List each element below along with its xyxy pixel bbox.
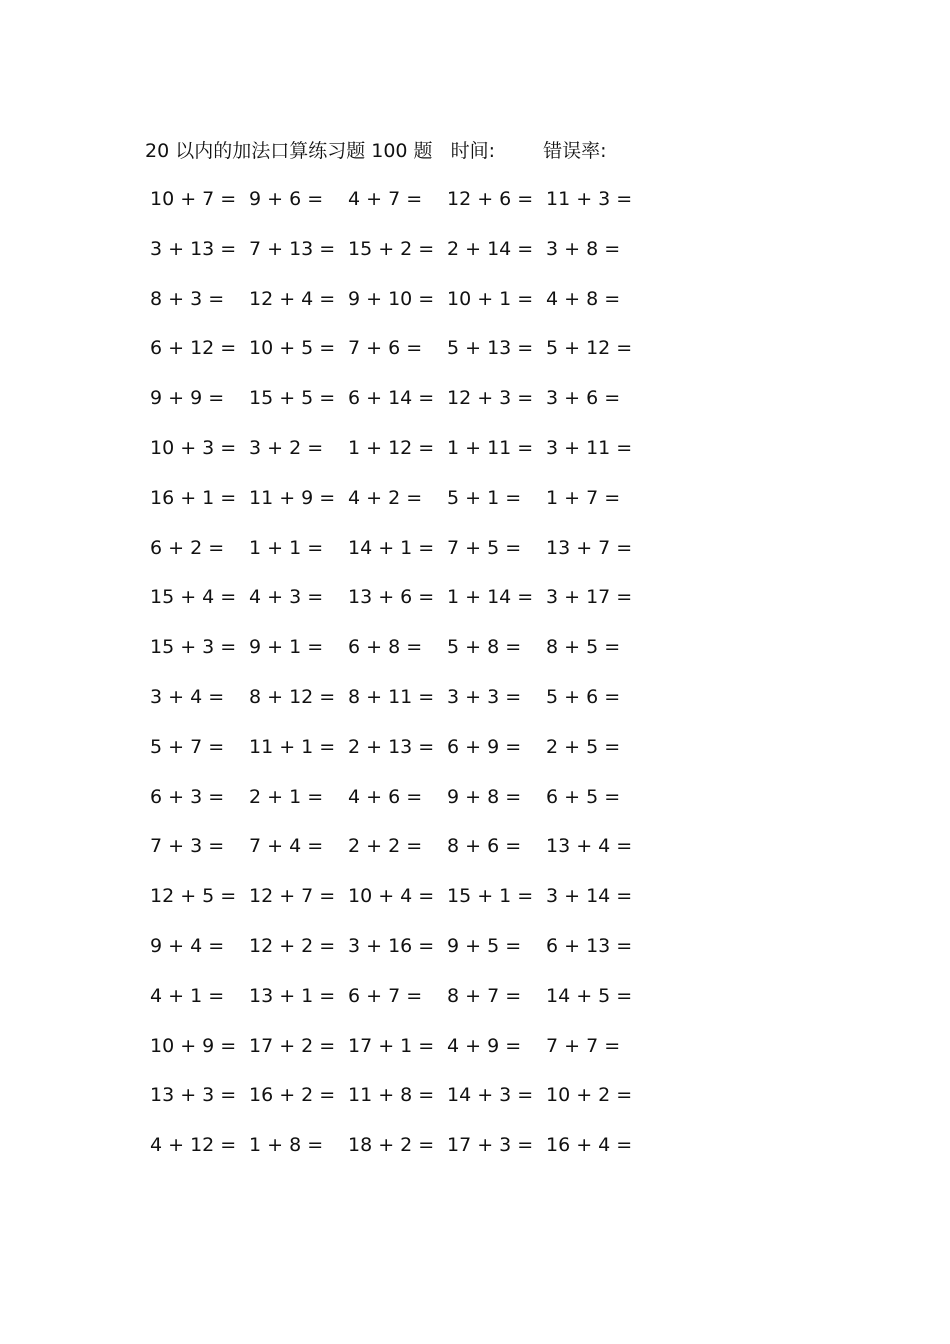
problem-row (145, 184, 645, 234)
problem-cell: 10 + 9 = (150, 1034, 237, 1057)
problem-row (145, 782, 645, 832)
problem-cell: 14 + 3 = (447, 1084, 534, 1107)
problem-cell: 7 + 13 = (249, 237, 336, 260)
worksheet-header (145, 136, 606, 166)
problem-row (145, 1080, 645, 1130)
problem-cell: 2 + 1 = (249, 785, 324, 808)
problem-cell: 4 + 6 = (348, 785, 423, 808)
problem-cell: 3 + 8 = (546, 237, 621, 260)
problem-cell: 11 + 3 = (546, 188, 633, 210)
problem-row (145, 582, 645, 632)
problem-cell: 7 + 3 = (150, 835, 225, 858)
problem-cell: 6 + 9 = (447, 735, 522, 758)
problem-row (145, 881, 645, 931)
problem-cell: 1 + 8 = (249, 1134, 324, 1157)
problem-cell: 12 + 5 = (150, 885, 237, 908)
problem-grid (145, 184, 645, 1180)
problem-cell: 1 + 12 = (348, 436, 435, 459)
problem-cell: 7 + 5 = (447, 536, 522, 559)
problem-cell: 8 + 7 = (447, 984, 522, 1007)
problem-cell: 11 + 1 = (249, 735, 336, 758)
problem-cell: 1 + 11 = (447, 436, 534, 459)
problem-cell: 4 + 9 = (447, 1034, 522, 1057)
problem-cell: 3 + 4 = (150, 685, 225, 708)
problem-cell: 3 + 2 = (249, 436, 324, 459)
problem-cell: 1 + 1 = (249, 536, 324, 559)
problem-cell: 6 + 5 = (546, 785, 621, 808)
problem-cell: 3 + 14 = (546, 885, 633, 908)
problem-cell: 16 + 1 = (150, 486, 237, 509)
problem-cell: 13 + 7 = (546, 536, 633, 559)
problem-cell: 6 + 2 = (150, 536, 225, 559)
problem-cell: 16 + 4 = (546, 1134, 633, 1157)
problem-cell: 16 + 2 = (249, 1084, 336, 1107)
problem-row (145, 931, 645, 981)
problem-cell: 15 + 1 = (447, 885, 534, 908)
problem-cell: 9 + 6 = (249, 188, 324, 210)
problem-row (145, 1130, 645, 1180)
problem-row (145, 433, 645, 483)
problem-cell: 3 + 16 = (348, 934, 435, 957)
problem-cell: 9 + 4 = (150, 934, 225, 957)
problem-cell: 10 + 7 = (150, 188, 237, 210)
problem-cell: 6 + 8 = (348, 636, 423, 659)
problem-row (145, 632, 645, 682)
problem-cell: 2 + 14 = (447, 237, 534, 260)
problem-cell: 8 + 12 = (249, 685, 336, 708)
page-title: 20 以内的加法口算练习题 100 题 (145, 140, 433, 162)
problem-cell: 11 + 9 = (249, 486, 336, 509)
problem-cell: 14 + 1 = (348, 536, 435, 559)
problem-cell: 6 + 7 = (348, 984, 423, 1007)
problem-row (145, 533, 645, 583)
problem-cell: 11 + 8 = (348, 1084, 435, 1107)
problem-cell: 12 + 3 = (447, 387, 534, 410)
problem-cell: 7 + 4 = (249, 835, 324, 858)
problem-row (145, 483, 645, 533)
problem-cell: 3 + 6 = (546, 387, 621, 410)
problem-cell: 12 + 7 = (249, 885, 336, 908)
problem-cell: 15 + 2 = (348, 237, 435, 260)
problem-row (145, 732, 645, 782)
problem-cell: 13 + 6 = (348, 586, 435, 609)
problem-cell: 1 + 14 = (447, 586, 534, 609)
problem-cell: 2 + 13 = (348, 735, 435, 758)
problem-cell: 12 + 6 = (447, 188, 534, 210)
problem-row (145, 682, 645, 732)
problem-cell: 7 + 6 = (348, 337, 423, 360)
problem-cell: 3 + 17 = (546, 586, 633, 609)
problem-cell: 5 + 6 = (546, 685, 621, 708)
problem-cell: 13 + 3 = (150, 1084, 237, 1107)
problem-row (145, 234, 645, 284)
problem-row (145, 284, 645, 334)
problem-cell: 18 + 2 = (348, 1134, 435, 1157)
problem-cell: 9 + 1 = (249, 636, 324, 659)
problem-cell: 1 + 7 = (546, 486, 621, 509)
problem-cell: 17 + 3 = (447, 1134, 534, 1157)
problem-cell: 17 + 2 = (249, 1034, 336, 1057)
problem-cell: 5 + 7 = (150, 735, 225, 758)
problem-row (145, 333, 645, 383)
problem-cell: 10 + 5 = (249, 337, 336, 360)
problem-cell: 6 + 13 = (546, 934, 633, 957)
problem-cell: 2 + 5 = (546, 735, 621, 758)
problem-cell: 3 + 13 = (150, 237, 237, 260)
problem-cell: 5 + 12 = (546, 337, 633, 360)
problem-cell: 14 + 5 = (546, 984, 633, 1007)
problem-cell: 4 + 3 = (249, 586, 324, 609)
problem-cell: 4 + 12 = (150, 1134, 237, 1157)
problem-cell: 6 + 12 = (150, 337, 237, 360)
problem-cell: 8 + 11 = (348, 685, 435, 708)
problem-cell: 5 + 13 = (447, 337, 534, 360)
problem-cell: 8 + 5 = (546, 636, 621, 659)
problem-row (145, 981, 645, 1031)
problem-cell: 15 + 3 = (150, 636, 237, 659)
problem-cell: 12 + 2 = (249, 934, 336, 957)
error-rate-label: 错误率: (543, 140, 607, 162)
problem-cell: 9 + 10 = (348, 287, 435, 310)
time-label: 时间: (450, 140, 496, 162)
problem-cell: 3 + 3 = (447, 685, 522, 708)
problem-cell: 15 + 5 = (249, 387, 336, 410)
problem-cell: 10 + 1 = (447, 287, 534, 310)
problem-cell: 5 + 8 = (447, 636, 522, 659)
problem-cell: 6 + 3 = (150, 785, 225, 808)
problem-cell: 15 + 4 = (150, 586, 237, 609)
problem-row (145, 831, 645, 881)
problem-cell: 9 + 5 = (447, 934, 522, 957)
problem-cell: 12 + 4 = (249, 287, 336, 310)
problem-row (145, 383, 645, 433)
problem-cell: 4 + 8 = (546, 287, 621, 310)
problem-cell: 9 + 9 = (150, 387, 225, 410)
problem-cell: 8 + 3 = (150, 287, 225, 310)
problem-cell: 10 + 2 = (546, 1084, 633, 1107)
problem-cell: 10 + 3 = (150, 436, 237, 459)
problem-cell: 4 + 1 = (150, 984, 225, 1007)
problem-cell: 4 + 7 = (348, 188, 423, 210)
problem-cell: 13 + 4 = (546, 835, 633, 858)
problem-cell: 8 + 6 = (447, 835, 522, 858)
problem-cell: 5 + 1 = (447, 486, 522, 509)
problem-cell: 13 + 1 = (249, 984, 336, 1007)
problem-cell: 2 + 2 = (348, 835, 423, 858)
problem-cell: 7 + 7 = (546, 1034, 621, 1057)
problem-cell: 3 + 11 = (546, 436, 633, 459)
problem-cell: 6 + 14 = (348, 387, 435, 410)
problem-cell: 9 + 8 = (447, 785, 522, 808)
problem-cell: 4 + 2 = (348, 486, 423, 509)
problem-row (145, 1031, 645, 1081)
problem-cell: 17 + 1 = (348, 1034, 435, 1057)
problem-cell: 10 + 4 = (348, 885, 435, 908)
